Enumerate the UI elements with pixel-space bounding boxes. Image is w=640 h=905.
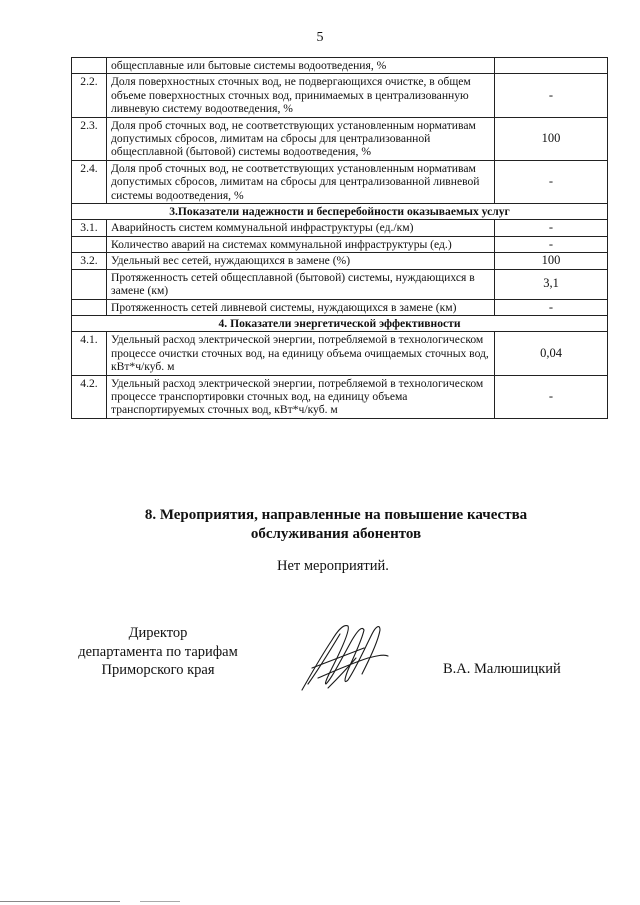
measures-title-line-1: 8. Мероприятия, направленные на повышение качества: [144, 507, 528, 523]
indicator-value: 100: [495, 117, 608, 160]
table-section-row: [72, 315, 608, 331]
indicator-name: Протяженность сетей ливневой системы, нуждающихся в замене (км): [107, 299, 495, 315]
indicator-name: Доля проб сточных вод, не соответствующих установленным нормативам допустимых сбросов, лимитам на сбросы для централизованной общесплавной (бытовой) системы водоотведения, %: [107, 117, 495, 160]
indicator-name: Доля поверхностных сточных вод, не подвергающихся очистке, в общем объеме поверхностных сточных вод, принимаемых в централизованную ливневую систему водоотведения, %: [107, 74, 495, 117]
signer-title-line-1: Директор: [128, 625, 188, 641]
table-row: [72, 160, 608, 203]
table-row: [72, 253, 608, 269]
table-row: [72, 269, 608, 299]
page-number: 5: [316, 30, 324, 45]
table-row: [72, 117, 608, 160]
signer-title-line-3: Приморского края: [101, 662, 215, 678]
table-row: [72, 332, 608, 375]
row-number: [72, 236, 107, 252]
indicator-name: Протяженность сетей общесплавной (бытовой) системы, нуждающихся в замене (км): [107, 269, 495, 299]
row-number: 4.1.: [72, 332, 107, 375]
signer-name: В.А. Малюшицкий: [443, 661, 561, 677]
indicator-name: Удельный расход электрической энергии, потребляемой в технологическом процессе транспортировки сточных вод, на единицу объема транспортируемых сточных вод, кВт*ч/куб. м: [107, 375, 495, 418]
indicator-name: Удельный вес сетей, нуждающихся в замене (%): [107, 253, 495, 269]
indicator-name: общесплавные или бытовые системы водоотведения, %: [107, 58, 495, 74]
indicator-value: -: [495, 236, 608, 252]
measures-none-text: Нет мероприятий.: [277, 558, 389, 574]
indicator-name: Количество аварий на системах коммунальной инфраструктуры (ед.): [107, 236, 495, 252]
indicator-value: -: [495, 299, 608, 315]
measures-section-title: [0, 506, 640, 544]
scan-edge-marks: [0, 901, 640, 903]
row-number: [72, 299, 107, 315]
signer-title: [58, 624, 258, 680]
row-number: [72, 269, 107, 299]
row-number: [72, 58, 107, 74]
indicator-name: Аварийность систем коммунальной инфраструктуры (ед./км): [107, 220, 495, 236]
indicator-value: 0,04: [495, 332, 608, 375]
handwritten-signature: [298, 618, 390, 696]
indicator-name: Удельный расход электрической энергии, потребляемой в технологическом процессе очистки сточных вод, на единицу объема очищаемых сточных вод, кВт*ч/куб. м: [107, 332, 495, 375]
section-heading: 3.Показатели надежности и бесперебойности оказываемых услуг: [72, 204, 608, 220]
table-row: [72, 375, 608, 418]
signer-title-line-2: департамента по тарифам: [78, 643, 238, 660]
indicator-value: 100: [495, 253, 608, 269]
table-row: [72, 220, 608, 236]
row-number: 4.2.: [72, 375, 107, 418]
table-row: [72, 236, 608, 252]
row-number: 2.4.: [72, 160, 107, 203]
indicator-value: -: [495, 220, 608, 236]
row-number: 2.2.: [72, 74, 107, 117]
row-number: 3.2.: [72, 253, 107, 269]
table-row: [72, 74, 608, 117]
row-number: 2.3.: [72, 117, 107, 160]
section-heading: 4. Показатели энергетической эффективности: [72, 315, 608, 331]
table-section-row: [72, 204, 608, 220]
measures-title-line-2: обслуживания абонентов: [250, 526, 422, 542]
indicators-table: [71, 57, 608, 419]
indicator-value: [495, 58, 608, 74]
row-number: 3.1.: [72, 220, 107, 236]
indicator-name: Доля проб сточных вод, не соответствующих установленным нормативам допустимых сбросов, лимитам на сбросы для централизованной ливневой системы водоотведения, %: [107, 160, 495, 203]
table-row: [72, 299, 608, 315]
indicator-value: 3,1: [495, 269, 608, 299]
indicator-value: -: [495, 74, 608, 117]
indicator-value: -: [495, 160, 608, 203]
table-row: [72, 58, 608, 74]
indicator-value: -: [495, 375, 608, 418]
indicators-table-body: [72, 58, 608, 419]
